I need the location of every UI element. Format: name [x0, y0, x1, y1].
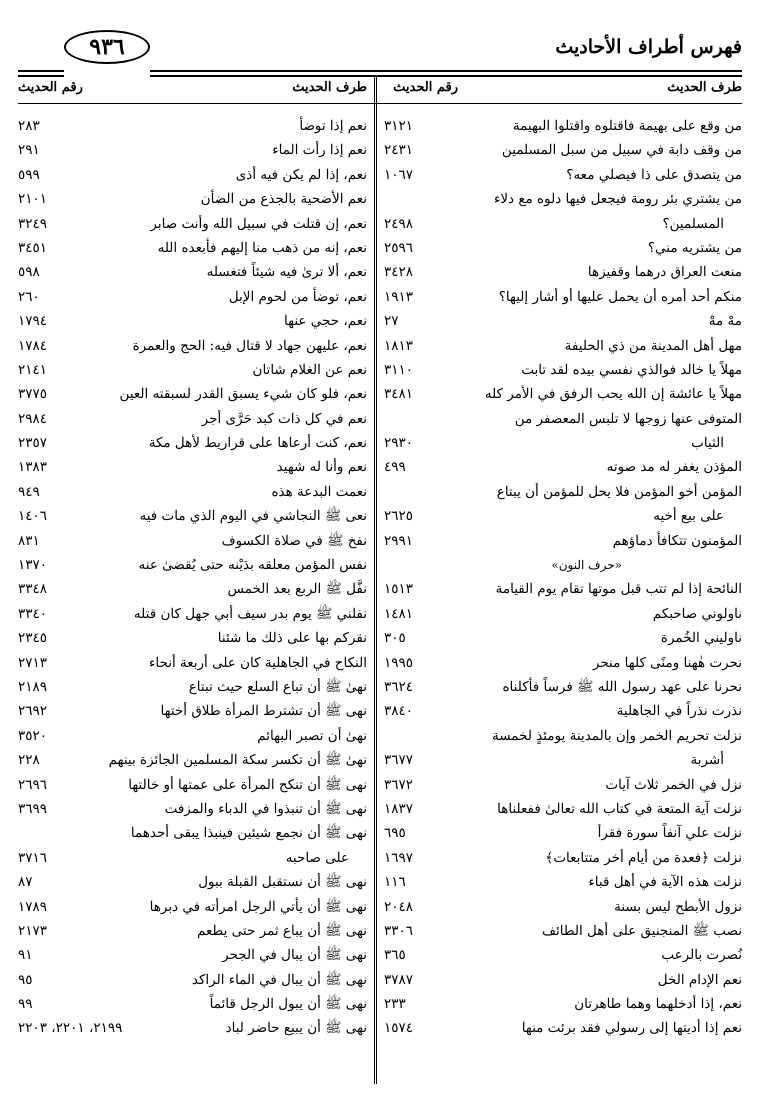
hadith-number: ٢٦٩٦: [18, 776, 48, 793]
index-entry: [18, 163, 367, 187]
hadith-text: نزلت ﴿فعدة من أيام أخر متتابعات﴾: [545, 849, 742, 866]
hadith-number: ٤٩٩: [384, 459, 406, 476]
hadith-number: ٢٦٠: [18, 288, 40, 305]
hadith-number: ٣٣٤٨: [18, 581, 48, 598]
index-entry: [18, 699, 367, 723]
hadith-text: نهى ﷺ أن نجمع شيئين فينبذا يبقى أحدهما: [130, 825, 367, 842]
index-entry: [18, 773, 367, 797]
index-entry: [18, 480, 367, 504]
hadith-text: المتوفى عنها زوجها لا تلبس المعصفر من: [514, 410, 742, 427]
hadith-number: ٨٣١: [18, 532, 40, 549]
index-entry: [384, 992, 742, 1016]
hadith-number: ٣٢٤٩: [18, 215, 48, 232]
hadith-text: نعم، إنه من ذهب منا إليهم فأبعده الله: [157, 239, 367, 256]
hadith-text: نعم، إذا أدخلهما وهما طاهرتان: [574, 996, 742, 1013]
hadith-number: ١٧٨٤: [18, 337, 48, 354]
hadith-number: ٢٠٤٨: [384, 898, 414, 915]
hadith-number: ٢٩٩١: [384, 532, 414, 549]
hadith-text: ناولوني صاحبكم: [652, 605, 742, 622]
index-entry: [384, 797, 742, 821]
index-entry: [18, 1016, 367, 1040]
hadith-number: ٢٤٣١: [384, 142, 414, 159]
hadith-text: نعم في كل ذات كبد حَرَّى أجر: [201, 410, 367, 427]
hadith-number: ٢٧: [384, 313, 399, 330]
hadith-number: ٣٣٠٦: [384, 922, 414, 939]
index-entry: [384, 699, 742, 723]
hadith-number: ٣٧٧٥: [18, 386, 48, 403]
hadith-text: نزلت آية المتعة في كتاب الله تعالىٰ ففعلناها: [497, 800, 742, 817]
hadith-text: نهى ﷺ أن تشترط المرأة طلاق أختها: [160, 703, 367, 720]
index-entry: [18, 992, 367, 1016]
index-entry: [384, 602, 742, 626]
index-entry: [384, 431, 742, 455]
hadith-number: ٣٥٢٠: [18, 727, 48, 744]
hadith-number: ٢٦٩٢: [18, 703, 48, 720]
hadith-text: منعت العراق درهما وقفيزها: [587, 264, 742, 281]
index-entry: [384, 724, 742, 748]
hadith-number: ٣١١٠: [384, 361, 414, 378]
hadith-text: على بيع أخيه: [653, 508, 724, 525]
hadith-text: نفس المؤمن معلقه بدَيْنه حتى يُقضىٰ عنه: [138, 557, 367, 574]
hadith-number: ٣٤٢٨: [384, 264, 414, 281]
hadith-text: نزل في الخمر ثلاث آيات: [605, 776, 742, 793]
index-entry: [18, 846, 367, 870]
index-entry: [18, 895, 367, 919]
index-entry: [384, 138, 742, 162]
column-header-text-right: طرف الحديث: [667, 80, 742, 95]
hadith-number: ٣٦٧٢: [384, 776, 414, 793]
index-entry: [384, 651, 742, 675]
hadith-number: ٩٥: [18, 971, 33, 988]
hadith-text: نعم، ألا ترىٰ فيه شيئاً فتغسله: [206, 264, 367, 281]
hadith-text: نزلت هذه الآية في أهل قباء: [588, 874, 742, 891]
index-entry: [384, 236, 742, 260]
hadith-number: ١٠٦٧: [384, 166, 414, 183]
left-column-list: [18, 114, 367, 1041]
hadith-text: نهى ﷺ أن نستقبل القبلة ببول: [198, 874, 367, 891]
index-entry: [18, 431, 367, 455]
hadith-number: ٢١٩٩، ٢٢٠١، ٢٢٠٣: [18, 1020, 123, 1037]
hadith-text: النكاح في الجاهلية كان على أربعة أنحاء: [149, 654, 367, 671]
hadith-text: نصب ﷺ المنجنيق على أهل الطائف: [541, 922, 742, 939]
index-entry: [384, 943, 742, 967]
index-entry: [18, 260, 367, 284]
page-header: [18, 30, 742, 78]
column-header-text-left: طرف الحديث: [292, 80, 367, 95]
hadith-text: المسلمين؟: [662, 215, 724, 232]
hadith-number: ٣٦٥: [384, 947, 406, 964]
hadith-text: نعم، حجي عنها: [284, 313, 367, 330]
hadith-number: ١٣٧٠: [18, 557, 48, 574]
hadith-text: نعم الإدام الخل: [657, 971, 742, 988]
hadith-text: نهى ﷺ أن يبال في الجحر: [222, 947, 367, 964]
index-entry: [384, 895, 742, 919]
hadith-text: نهى ﷺ أن يبول الرجل قائماً: [209, 996, 367, 1013]
hadith-text: نحرنا على عهد رسول الله ﷺ فرساً فأكلناه: [502, 678, 742, 695]
hadith-number: ٦٩٥: [384, 825, 406, 842]
index-entry: [18, 529, 367, 553]
column-header-number-right: رقم الحديث: [393, 80, 458, 95]
hadith-text: نعم إذا توضأ: [299, 118, 367, 134]
header-rule-right: [150, 75, 742, 77]
hadith-text: المؤمن أخو المؤمن فلا يحل للمؤمن أن يبتاع: [496, 483, 742, 500]
hadith-number: ٥٩٨: [18, 264, 40, 281]
index-entry: [18, 724, 367, 748]
index-entry: [18, 455, 367, 479]
index-entry: [18, 504, 367, 528]
index-entry: [384, 919, 742, 943]
index-entry: [384, 870, 742, 894]
hadith-text: نهى ﷺ أن يباع ثمر حتى يطعم: [197, 922, 367, 939]
hadith-number: ١٤٨١: [384, 605, 414, 622]
index-entry: [18, 919, 367, 943]
right-column-list: [384, 114, 742, 1041]
hadith-number: ٣٨٤٠: [384, 703, 414, 720]
hadith-number: ١٧٩٤: [18, 313, 48, 330]
hadith-text: مهلاً يا عائشة إن الله يحب الرفق في الأمر كله: [484, 386, 742, 403]
hadith-text: «حرف النون»: [551, 558, 622, 573]
hadith-number: ٣٧٨٧: [384, 971, 414, 988]
index-entry: [18, 968, 367, 992]
hadith-number: ٣٤٨١: [384, 386, 414, 403]
hadith-number: ١٩١٣: [384, 288, 414, 305]
hadith-text: المؤمنون تتكافأ دماؤهم: [612, 532, 742, 549]
hadith-number: ٢٣٥٧: [18, 435, 48, 452]
hadith-text: الثياب: [691, 435, 724, 452]
index-entry: [384, 821, 742, 845]
hadith-text: من يشتري بئر رومة فيجعل فيها دلوه مع دلاء: [493, 191, 742, 208]
index-entry: [384, 285, 742, 309]
hadith-number: ٣٧١٦: [18, 849, 48, 866]
index-entry: [384, 675, 742, 699]
index-entry: [18, 651, 367, 675]
index-entry: [18, 675, 367, 699]
hadith-number: ٢٥٩٦: [384, 239, 414, 256]
index-entry: [384, 358, 742, 382]
hadith-number: ٢٧١٣: [18, 654, 48, 671]
column-header-number-left: رقم الحديث: [18, 80, 83, 95]
hadith-text: نعم، إن قتلت في سبيل الله وأنت صابر: [150, 215, 367, 232]
hadith-number: ٢٨٣: [18, 118, 40, 134]
index-entry: [384, 334, 742, 358]
hadith-text: نزلت تحريم الخمر وإن بالمدينة يومئذٍ لخمسة: [492, 727, 742, 744]
hadith-number: ٨٧: [18, 874, 33, 891]
hadith-text: نهى ﷺ أن يبيع حاضر لباد: [225, 1020, 367, 1037]
index-entry: [384, 529, 742, 553]
hadith-text: نهىٰ ﷺ أن تباع السلع حيث تبتاع: [188, 678, 367, 695]
hadith-text: النائحة إذا لم تتب قبل موتها تقام يوم القيامة: [495, 581, 742, 598]
hadith-text: نعم، إذا لم يكن فيه أذى: [235, 166, 367, 183]
hadith-text: ناوليني الخُمرة: [660, 630, 742, 647]
hadith-text: على صاحبه: [285, 849, 349, 866]
hadith-text: نهى ﷺ أن تنبذوا في الدباء والمزفت: [164, 800, 367, 817]
hadith-number: ٣٠٥: [384, 630, 406, 647]
hadith-number: ٢١٤١: [18, 361, 48, 378]
hadith-text: نهى ﷺ أن تنكح المرأة على عمتها أو خالتها: [128, 776, 367, 793]
index-entry: [384, 968, 742, 992]
index-entry: [384, 626, 742, 650]
hadith-text: نعم عن الغلام شاتان: [252, 361, 367, 378]
header-rule-right: [150, 70, 742, 72]
page: [18, 0, 742, 1104]
hadith-text: نقركم بها على ذلك ما شئنا: [217, 630, 367, 647]
hadith-text: مهلاً يا خالد فوالذي نفسي بيده لقد تابت: [521, 361, 742, 378]
hadith-number: ١٨٣٧: [384, 800, 414, 817]
index-entry: [18, 797, 367, 821]
hadith-number: ٢١٠١: [18, 191, 48, 208]
hadith-number: ١٥٧٤: [384, 1020, 414, 1037]
hadith-text: من يتصدق على ذا فيصلي معه؟: [566, 166, 742, 183]
index-entry: [18, 553, 367, 577]
hadith-text: نعم، كنت أرعاها على قراريط لأهل مكة: [148, 435, 367, 452]
index-entry: [384, 212, 742, 236]
hadith-number: ٣٣٤٠: [18, 605, 48, 622]
hadith-number: ٢٦٢٥: [384, 508, 414, 525]
index-entry: [18, 212, 367, 236]
hadith-text: نفَّل ﷺ الربع بعد الخمس: [227, 581, 367, 598]
index-entry: [384, 114, 742, 138]
hadith-text: نهىٰ أن تصبر البهائم: [257, 727, 367, 744]
hadith-text: منكم أحد أمره أن يحمل عليها أو أشار إليها؟: [498, 288, 742, 305]
column-divider: [376, 76, 377, 1084]
hadith-text: نعم وأنا له شهيد: [276, 459, 367, 476]
hadith-number: ٣٦٢٤: [384, 678, 414, 695]
index-entry: [18, 309, 367, 333]
hadith-number: ٣٦٧٧: [384, 752, 414, 769]
column-divider: [374, 76, 375, 1084]
index-entry: [18, 577, 367, 601]
hadith-number: ٢١٧٣: [18, 922, 48, 939]
index-entry: [18, 407, 367, 431]
hadith-text: مهْ مهْ: [708, 313, 742, 330]
hadith-number: ٢٩٨٤: [18, 410, 48, 427]
index-entry: [384, 260, 742, 284]
hadith-number: ٩٩: [18, 996, 33, 1013]
hadith-text: نعم الأضحية بالجذع من الضأن: [200, 191, 367, 208]
hadith-text: نهىٰ ﷺ أن تكسر سكة المسلمين الجائزة بينهم: [108, 752, 367, 769]
hadith-number: ٢٩٣٠: [384, 435, 414, 452]
index-entry: [384, 407, 742, 431]
index-entry: [384, 163, 742, 187]
index-entry: [18, 138, 367, 162]
hadith-text: نهى ﷺ أن يبال في الماء الراكد: [191, 971, 367, 988]
hadith-text: أشربة: [690, 752, 724, 769]
hadith-number: ١٤٠٦: [18, 508, 48, 525]
hadith-number: ٢٣٤٥: [18, 630, 48, 647]
header-rule-left: [18, 75, 64, 77]
hadith-text: من وقف دابة في سبيل من سبل المسلمين: [501, 142, 742, 159]
hadith-number: ١٣٨٣: [18, 459, 48, 476]
index-entry: [384, 846, 742, 870]
hadith-number: ٥٩٩: [18, 166, 40, 183]
hadith-text: نعى ﷺ النجاشي في اليوم الذي مات فيه: [139, 508, 367, 525]
index-entry: [18, 870, 367, 894]
hadith-number: ١١٦: [384, 874, 406, 891]
hadith-text: من وقع على بهيمة فاقتلوه واقتلوا البهيمة: [512, 118, 742, 134]
hadith-text: نعم إذا أديتها إلى رسولي فقد برئت منها: [521, 1020, 742, 1037]
hadith-number: ٢٤٩٨: [384, 215, 414, 232]
hadith-text: المؤذن يغفر له مد صوته: [606, 459, 742, 476]
hadith-number: ١٧٨٩: [18, 898, 48, 915]
hadith-text: نفخ ﷺ في صلاة الكسوف: [221, 532, 367, 549]
hadith-text: مهل أهل المدينة من ذي الحليفة: [564, 337, 742, 354]
hadith-text: نعم، فلو كان شيء يسبق القدر لسبقته العين: [119, 386, 367, 403]
index-entry: [384, 748, 742, 772]
hadith-number: ٢٣٣: [384, 996, 406, 1013]
index-entry: [18, 748, 367, 772]
index-entry: [18, 821, 367, 845]
index-entry: [18, 236, 367, 260]
index-entry: [384, 309, 742, 333]
hadith-number: ٣٤٥١: [18, 239, 48, 256]
header-underline: [18, 103, 742, 104]
page-number: ٩٣٦: [64, 30, 150, 64]
index-entry: [18, 187, 367, 211]
index-entry: [384, 382, 742, 406]
index-entry: [18, 602, 367, 626]
index-entry: [384, 187, 742, 211]
hadith-number: ١٥١٣: [384, 581, 414, 598]
hadith-text: من يشتريه مني؟: [647, 239, 742, 256]
hadith-text: نعم، عليهن جهاد لا قتال فيه: الحج والعمرة: [132, 337, 367, 354]
index-entry: [384, 455, 742, 479]
hadith-number: ٩٤٩: [18, 483, 40, 500]
index-entry: [384, 1016, 742, 1040]
page-title: فهرس أطراف الأحاديث: [555, 36, 742, 58]
hadith-text: نحرت هٰهنا ومنًى كلها منحر: [592, 654, 742, 671]
index-entry: [384, 577, 742, 601]
index-entry: [18, 358, 367, 382]
hadith-number: ١٨١٣: [384, 337, 414, 354]
hadith-text: نهى ﷺ أن يأتي الرجل امرأته في دبرها: [149, 898, 367, 915]
hadith-number: ١٩٩٥: [384, 654, 414, 671]
index-entry: [384, 480, 742, 504]
hadith-text: نزول الأبطح ليس بسنة: [614, 898, 742, 915]
hadith-text: نذرت نذراً في الجاهلية: [616, 703, 742, 720]
hadith-text: نعم، توضأ من لحوم الإبل: [228, 288, 367, 305]
hadith-number: ٣١٢١: [384, 118, 414, 134]
hadith-number: ٢١٨٩: [18, 678, 48, 695]
hadith-text: نعمت البدعة هذه: [271, 483, 367, 500]
hadith-number: ١٦٩٧: [384, 849, 414, 866]
hadith-number: ٢٢٨: [18, 752, 40, 769]
index-entry: [18, 114, 367, 138]
header-rule-left: [18, 70, 64, 72]
index-entry: [18, 626, 367, 650]
index-entry: [384, 504, 742, 528]
section-heading: [384, 553, 742, 577]
index-entry: [18, 382, 367, 406]
hadith-text: نعم إذا رأت الماء: [272, 142, 367, 159]
hadith-number: ٢٩١: [18, 142, 40, 159]
index-entry: [18, 943, 367, 967]
hadith-text: نُصرت بالرعب: [661, 947, 742, 964]
index-entry: [18, 334, 367, 358]
index-entry: [384, 773, 742, 797]
hadith-text: نزلت علي آنفاً سورة فقرأ: [597, 825, 742, 842]
hadith-number: ٩١: [18, 947, 33, 964]
hadith-text: نفلني ﷺ يوم بدر سيف أبي جهل كان قتله: [133, 605, 367, 622]
index-entry: [18, 285, 367, 309]
hadith-number: ٣٦٩٩: [18, 800, 48, 817]
